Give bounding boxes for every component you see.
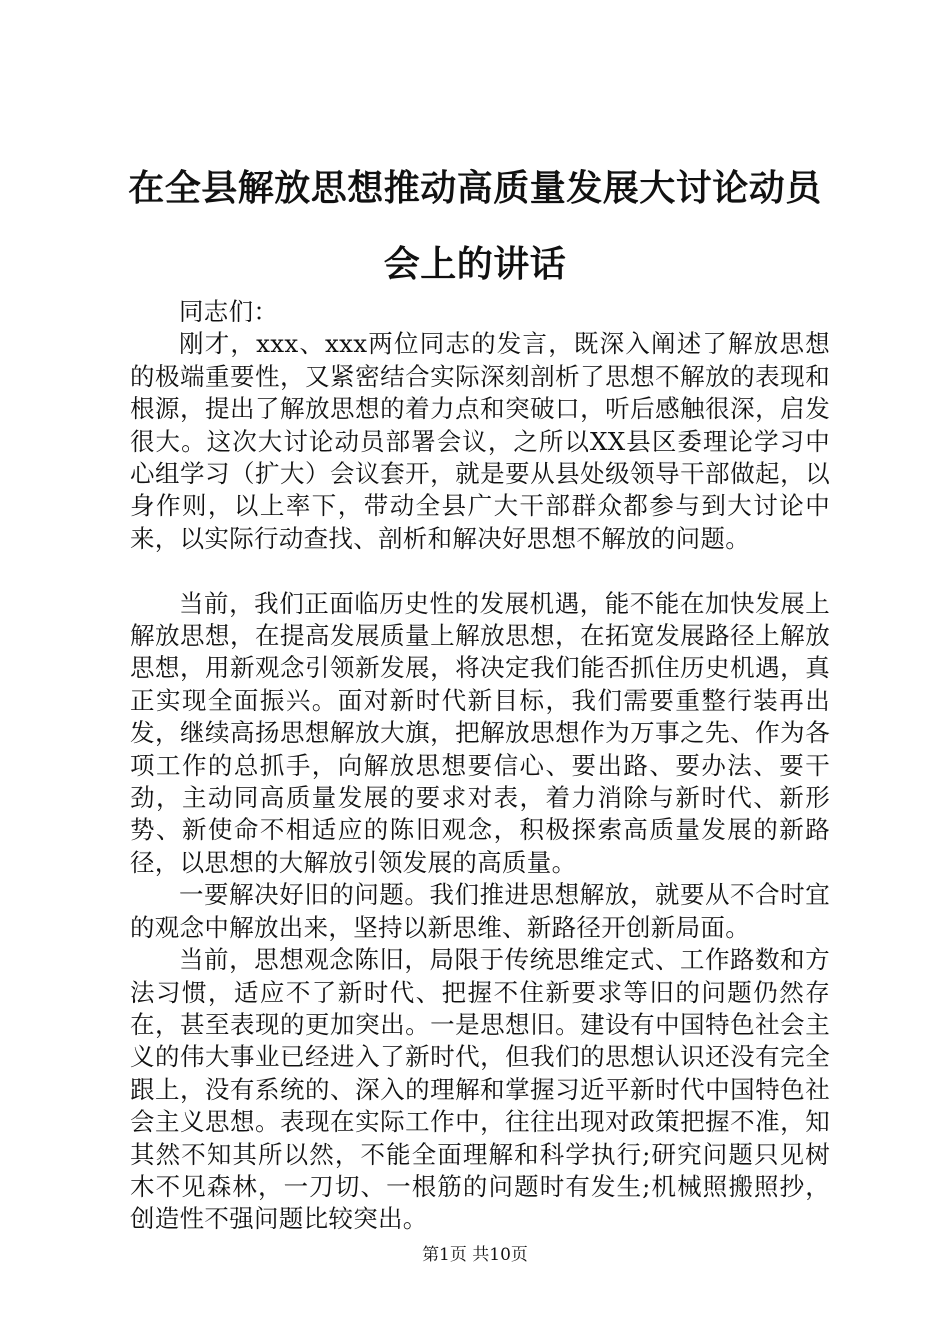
body-paragraph: 一要解决好旧的问题。我们推进思想解放，就要从不合时宜的观念中解放出来，坚持以新思维、新路径开创新局面。 [130, 880, 830, 942]
document-title: 在全县解放思想推动高质量发展大讨论动员会上的讲话 [128, 167, 822, 285]
body-paragraph: 刚才，xxx、xxx两位同志的发言，既深入阐述了解放思想的极端重要性，又紧密结合实际深刻剖析了思想不解放的表现和根源，提出了解放思想的着力点和突破口，听后感触很深，启发很大。这次大讨论动员部署会议，之所以XX县区委理论学习中心组学习（扩大）会议套开，就是要从县处级领导干部做起，以身作则，以上率下，带动全县广大干部群众都参与到大讨论中来，以实际行动查找、剖析和解决好思想不解放的问题。 [130, 329, 830, 553]
document-body [130, 296, 830, 1236]
body-paragraph: 当前，我们正面临历史性的发展机遇，能不能在加快发展上解放思想，在提高发展质量上解放思想，在拓宽发展路径上解放思想，用新观念引领新发展，将决定我们能否抓住历史机遇，真正实现全面振兴。面对新时代新目标，我们需要重整行装再出发，继续高扬思想解放大旗，把解放思想作为万事之先、作为各项工作的总抓手，向解放思想要信心、要出路、要办法、要干劲，主动同高质量发展的要求对表，着力消除与新时代、新形势、新使命不相适应的陈旧观念，积极探索高质量发展的新路径，以思想的大解放引领发展的高质量。 [130, 588, 830, 877]
body-paragraph: 当前，思想观念陈旧，局限于传统思维定式、工作路数和方法习惯，适应不了新时代、把握不住新要求等旧的问题仍然存在，甚至表现的更加突出。一是思想旧。建设有中国特色社会主义的伟大事业已经进入了新时代，但我们的思想认识还没有完全跟上，没有系统的、深入的理解和掌握习近平新时代中国特色社会主义思想。表现在实际工作中，往往出现对政策把握不准，知其然不知其所以然，不能全面理解和科学执行;研究问题只见树木不见森林，一刀切、一根筋的问题时有发生;机械照搬照抄，创造性不强问题比较突出。 [130, 945, 830, 1234]
page-number-footer: 第1页 共10页 [422, 1245, 528, 1265]
salutation-paragraph: 同志们： [179, 297, 279, 326]
